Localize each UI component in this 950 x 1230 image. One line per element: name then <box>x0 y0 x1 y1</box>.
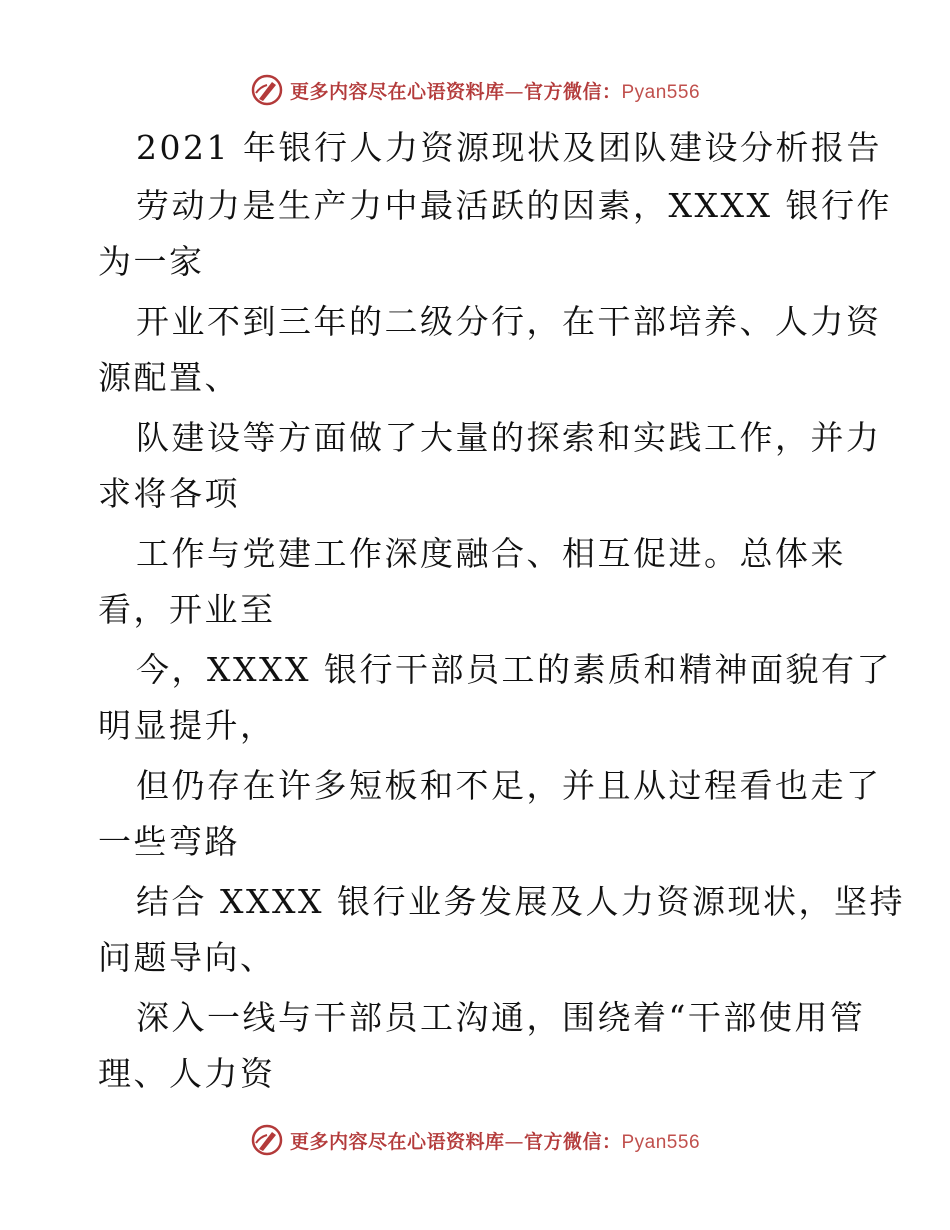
text-line: 开业不到三年的二级分行，在干部培养、人力资 <box>136 302 882 341</box>
banner-wechat-handle: Pyan556 <box>621 81 701 103</box>
text-line: 问题导向、 <box>98 938 276 977</box>
pen-quill-logo-icon <box>250 1123 284 1157</box>
text-line: 明显提升， <box>98 706 276 745</box>
text-line: 求将各项 <box>98 474 240 513</box>
text-line: 源配置、 <box>98 358 240 397</box>
text-line: 看，开业至 <box>98 590 276 629</box>
banner-official-label: 官方微信： <box>523 1130 622 1153</box>
banner-content <box>250 73 700 107</box>
text-line: 为一家 <box>98 242 205 281</box>
pen-quill-logo-icon <box>250 73 284 107</box>
banner-wechat-handle: Pyan556 <box>621 1131 701 1153</box>
banner-content <box>250 1123 700 1157</box>
text-line: 一些弯路 <box>98 822 240 861</box>
text-line: 结合 XXXX 银行业务发展及人力资源现状，坚持 <box>136 882 905 921</box>
banner-text <box>290 77 700 104</box>
text-line: 理、人力资 <box>98 1054 276 1093</box>
text-line: 但仍存在许多短板和不足，并且从过程看也走了 <box>136 766 882 805</box>
banner-promo-text: 更多内容尽在心语资料库 <box>289 1130 505 1153</box>
text-line: 工作与党建工作深度融合、相互促进。总体来 <box>136 534 846 573</box>
banner-dash: — <box>504 1130 524 1153</box>
header-watermark-banner <box>0 68 950 112</box>
banner-promo-text: 更多内容尽在心语资料库 <box>289 80 505 103</box>
banner-text <box>290 1127 700 1154</box>
document-title: 2021 年银行人力资源现状及团队建设分析报告 <box>136 128 882 167</box>
text-line: 劳动力是生产力中最活跃的因素，XXXX 银行作 <box>136 186 892 225</box>
text-line: 深入一线与干部员工沟通，围绕着“干部使用管 <box>136 998 866 1037</box>
banner-dash: — <box>504 80 524 103</box>
text-line: 今，XXXX 银行干部员工的素质和精神面貌有了 <box>136 650 892 689</box>
text-line: 队建设等方面做了大量的探索和实践工作，并力 <box>136 418 882 457</box>
banner-official-label: 官方微信： <box>523 80 622 103</box>
footer-watermark-banner <box>0 1118 950 1162</box>
